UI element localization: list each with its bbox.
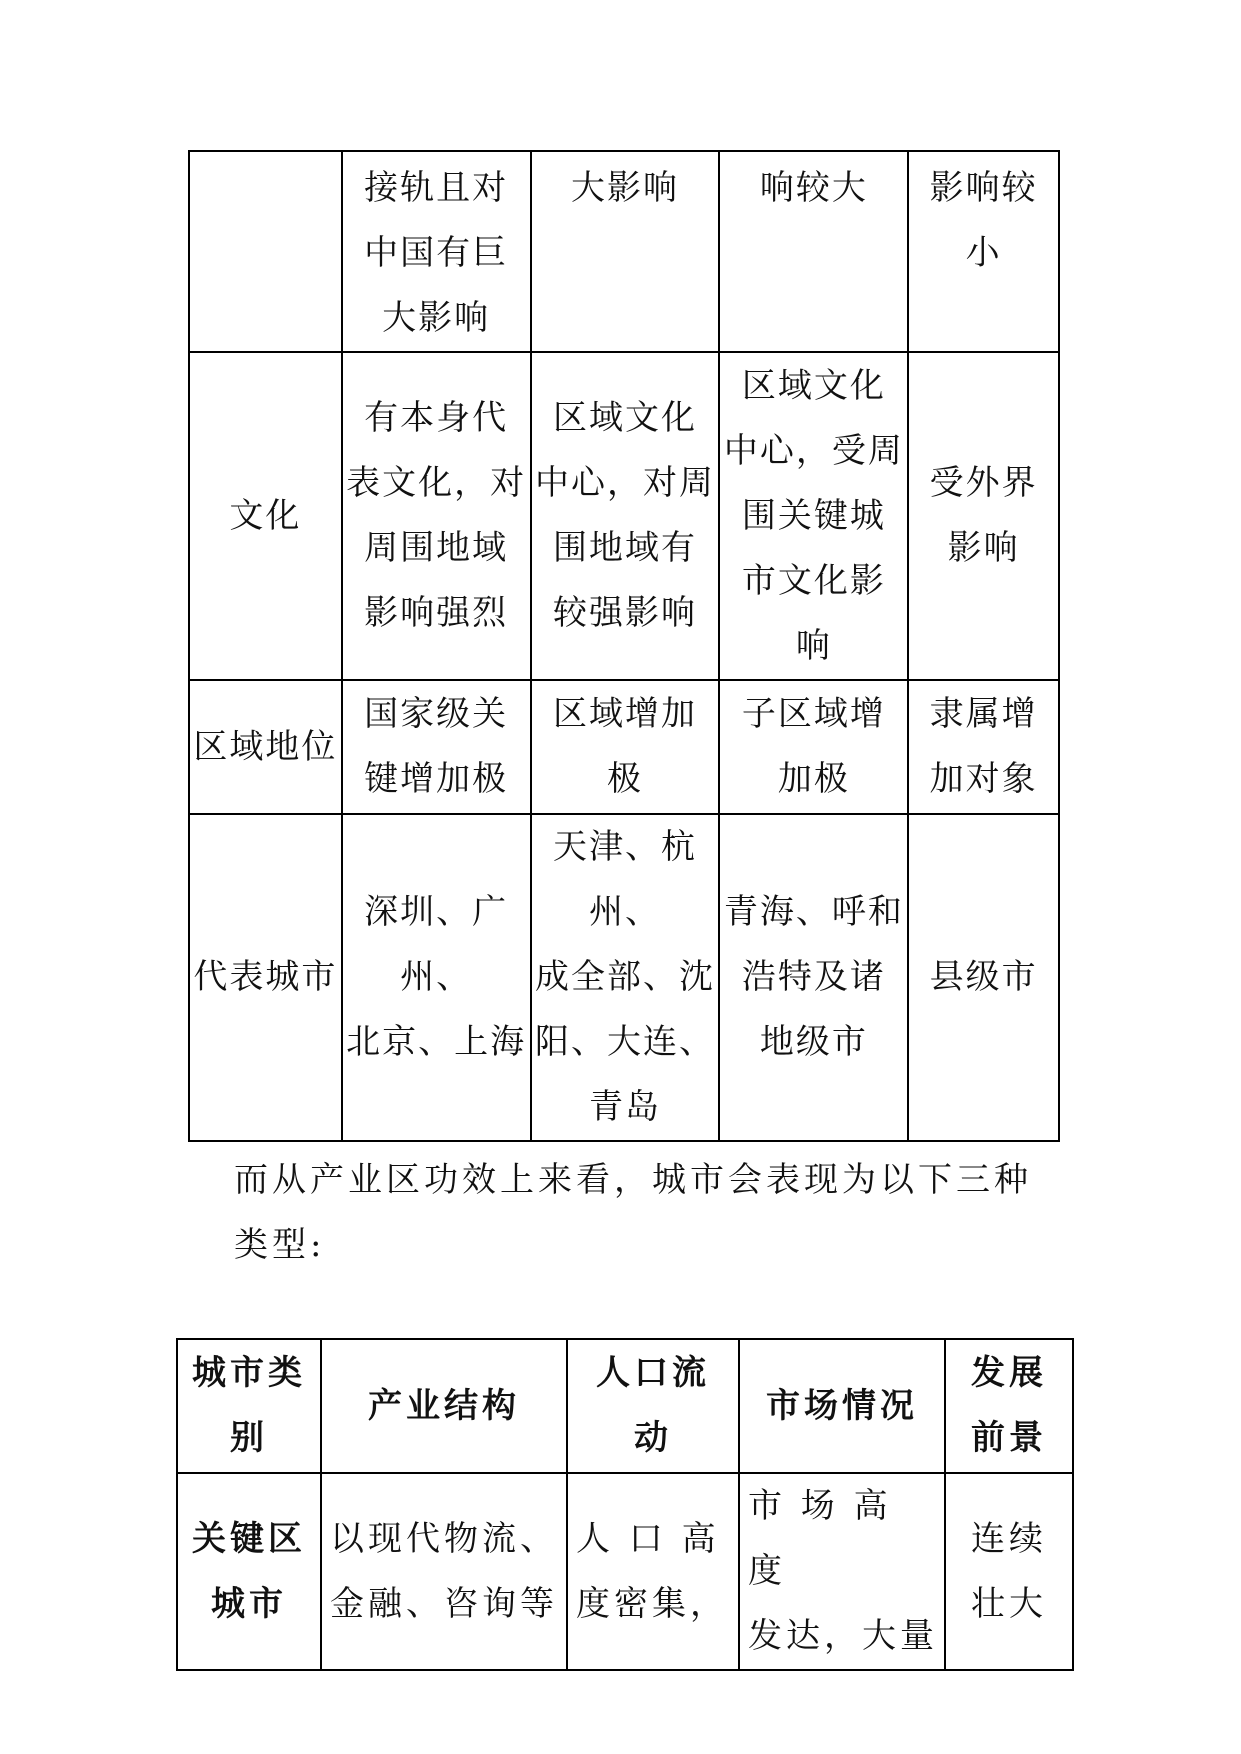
table-cell: 县级市 [908, 814, 1059, 1141]
table-row [189, 680, 1059, 814]
row-label [189, 151, 342, 352]
table-cell: 区域增加 极 [531, 680, 720, 814]
table-cell: 隶属增 加对象 [908, 680, 1059, 814]
row-label: 文化 [189, 352, 342, 680]
table-cell: 影响较 小 [908, 151, 1059, 352]
table-header-row [177, 1339, 1073, 1473]
table-cell: 青海、呼和 浩特及诸 地级市 [719, 814, 908, 1141]
column-header: 发展 前景 [945, 1339, 1073, 1473]
table-cell: 人 口 高 度密集， [567, 1473, 739, 1670]
column-header: 市场情况 [739, 1339, 945, 1473]
table-cell: 市 场 高 度 发达，大量 [739, 1473, 945, 1670]
table-cell: 深圳、广州、 北京、上海 [342, 814, 531, 1141]
row-label: 区域地位 [189, 680, 342, 814]
table-row [189, 352, 1059, 680]
body-paragraph: 而从产业区功效上来看，城市会表现为以下三种类型: [234, 1160, 1032, 1265]
column-header: 产业结构 [321, 1339, 567, 1473]
city-level-table [188, 150, 1060, 1142]
table-row [189, 151, 1059, 352]
city-type-table [176, 1338, 1074, 1671]
table-cell: 区域文化 中心，受周 围关键城 市文化影 响 [719, 352, 908, 680]
table-row [177, 1473, 1073, 1670]
table-cell: 连续 壮大 [945, 1473, 1073, 1670]
column-header: 城市类 别 [177, 1339, 321, 1473]
table-cell: 受外界 影响 [908, 352, 1059, 680]
table-cell: 接轨且对 中国有巨 大影响 [342, 151, 531, 352]
column-header: 人口流 动 [567, 1339, 739, 1473]
table-cell: 国家级关 键增加极 [342, 680, 531, 814]
row-label: 代表城市 [189, 814, 342, 1141]
row-label: 关键区 城市 [177, 1473, 321, 1670]
table-cell: 子区域增 加极 [719, 680, 908, 814]
table-cell: 以现代物流、 金融、咨询等 [321, 1473, 567, 1670]
table-cell: 响较大 [719, 151, 908, 352]
table-cell: 区域文化 中心，对周 围地域有 较强影响 [531, 352, 720, 680]
table-cell: 有本身代 表文化，对 周围地域 影响强烈 [342, 352, 531, 680]
table-cell: 大影响 [531, 151, 720, 352]
table-cell: 天津、杭州、 成全部、沈 阳、大连、 青岛 [531, 814, 720, 1141]
table-row [189, 814, 1059, 1141]
